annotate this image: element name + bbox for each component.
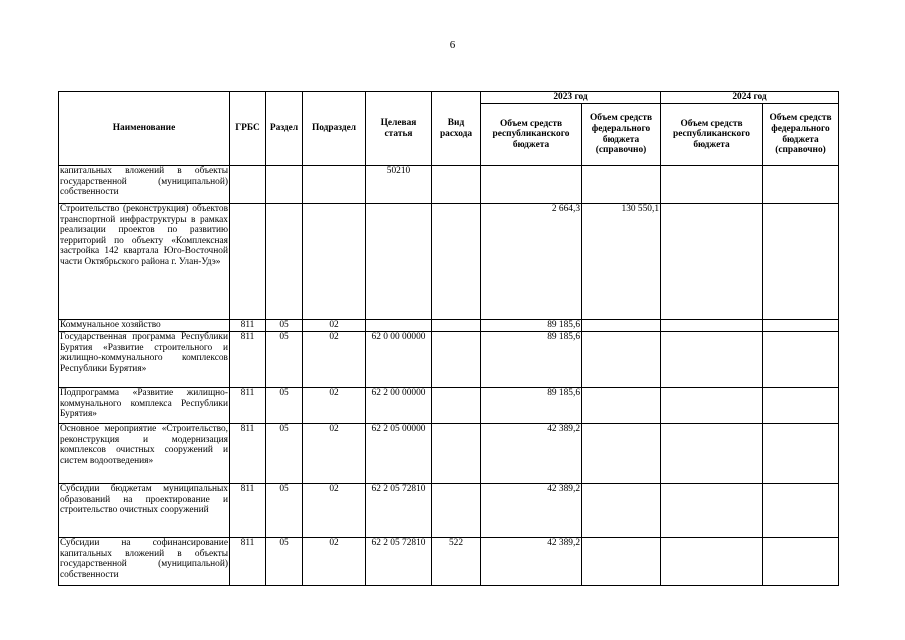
- cell-federal-2024: [763, 484, 839, 538]
- cell-federal-2023: [582, 424, 661, 484]
- cell-target: [366, 204, 432, 320]
- cell-regional-2023: 42 389,2: [481, 538, 582, 586]
- cell-regional-2024: [661, 332, 763, 388]
- cell-federal-2024: [763, 424, 839, 484]
- cell-federal-2023: 130 550,1: [582, 204, 661, 320]
- cell-regional-2024: [661, 538, 763, 586]
- cell-name: Подпрограмма «Развитие жилищно-коммунального комплекса Республики Бурятия»: [59, 388, 230, 424]
- cell-regional-2023: 42 389,2: [481, 484, 582, 538]
- cell-name: Государственная программа Республики Бурятия «Развитие строительного и жилищно-коммунального комплексов Республики Бурятия»: [59, 332, 230, 388]
- cell-grbs: [230, 166, 266, 204]
- cell-subsection: 02: [303, 424, 366, 484]
- cell-regional-2023: [481, 166, 582, 204]
- table-row: [59, 424, 839, 484]
- cell-section: 05: [266, 424, 303, 484]
- cell-regional-2023: 89 185,6: [481, 320, 582, 332]
- cell-expense-type: [432, 424, 481, 484]
- cell-section: [266, 166, 303, 204]
- cell-federal-2024: [763, 388, 839, 424]
- cell-section: 05: [266, 332, 303, 388]
- table-row: [59, 320, 839, 332]
- table-row: [59, 388, 839, 424]
- cell-subsection: [303, 204, 366, 320]
- cell-expense-type: [432, 204, 481, 320]
- cell-federal-2024: [763, 166, 839, 204]
- header-federal-2024: Объем средств федерального бюджета (справочно): [763, 104, 839, 166]
- cell-target: 62 0 00 00000: [366, 332, 432, 388]
- cell-expense-type: [432, 320, 481, 332]
- cell-expense-type: [432, 484, 481, 538]
- page-number: 6: [449, 39, 456, 51]
- table-row: [59, 332, 839, 388]
- cell-grbs: 811: [230, 424, 266, 484]
- cell-regional-2023: 2 664,3: [481, 204, 582, 320]
- table-row: [59, 538, 839, 586]
- cell-federal-2023: [582, 166, 661, 204]
- cell-subsection: 02: [303, 332, 366, 388]
- cell-grbs: [230, 204, 266, 320]
- cell-regional-2024: [661, 388, 763, 424]
- cell-subsection: 02: [303, 320, 366, 332]
- header-section: Раздел: [266, 92, 303, 166]
- cell-grbs: 811: [230, 320, 266, 332]
- cell-section: 05: [266, 484, 303, 538]
- cell-regional-2024: [661, 320, 763, 332]
- cell-grbs: 811: [230, 484, 266, 538]
- header-grbs: ГРБС: [230, 92, 266, 166]
- cell-federal-2024: [763, 320, 839, 332]
- table-body: [59, 166, 839, 586]
- table-row: [59, 166, 839, 204]
- cell-section: 05: [266, 388, 303, 424]
- header-year-2024: 2024 год: [661, 92, 839, 104]
- cell-grbs: 811: [230, 388, 266, 424]
- cell-subsection: [303, 166, 366, 204]
- cell-name: Коммунальное хозяйство: [59, 320, 230, 332]
- cell-subsection: 02: [303, 484, 366, 538]
- cell-regional-2024: [661, 204, 763, 320]
- cell-federal-2023: [582, 388, 661, 424]
- cell-expense-type: [432, 388, 481, 424]
- cell-regional-2024: [661, 484, 763, 538]
- cell-expense-type: [432, 332, 481, 388]
- cell-name: Субсидии на софинансирование капитальных вложений в объекты государственной (муниципальной) собственности: [59, 538, 230, 586]
- cell-grbs: 811: [230, 538, 266, 586]
- cell-regional-2023: 42 389,2: [481, 424, 582, 484]
- cell-federal-2023: [582, 320, 661, 332]
- cell-expense-type: 522: [432, 538, 481, 586]
- cell-subsection: 02: [303, 538, 366, 586]
- cell-section: 05: [266, 320, 303, 332]
- cell-grbs: 811: [230, 332, 266, 388]
- cell-federal-2023: [582, 538, 661, 586]
- cell-target: [366, 320, 432, 332]
- table-header: [59, 92, 839, 166]
- cell-target: 62 2 05 00000: [366, 424, 432, 484]
- cell-federal-2024: [763, 204, 839, 320]
- cell-federal-2023: [582, 484, 661, 538]
- header-regional-2024: Объем средств республиканского бюджета: [661, 104, 763, 166]
- header-year-2023: 2023 год: [481, 92, 661, 104]
- cell-regional-2023: 89 185,6: [481, 388, 582, 424]
- cell-regional-2024: [661, 166, 763, 204]
- cell-section: [266, 204, 303, 320]
- cell-name: Субсидии бюджетам муниципальных образований на проектирование и строительство очистных сооружений: [59, 484, 230, 538]
- cell-expense-type: [432, 166, 481, 204]
- table-row: [59, 484, 839, 538]
- cell-target: 50210: [366, 166, 432, 204]
- header-expense-type: Вид расхода: [432, 92, 481, 166]
- header-subsection: Подраздел: [303, 92, 366, 166]
- cell-name: капитальных вложений в объекты государственной (муниципальной) собственности: [59, 166, 230, 204]
- cell-federal-2023: [582, 332, 661, 388]
- header-federal-2023: Объем средств федерального бюджета (справочно): [582, 104, 661, 166]
- budget-table: [58, 91, 839, 586]
- header-name: Наименование: [59, 92, 230, 166]
- cell-target: 62 2 05 72810: [366, 484, 432, 538]
- cell-regional-2024: [661, 424, 763, 484]
- table-row: [59, 204, 839, 320]
- cell-section: 05: [266, 538, 303, 586]
- cell-name: Основное мероприятие «Строительство, реконструкция и модернизация комплексов очистных сооружений и систем водоотведения»: [59, 424, 230, 484]
- cell-federal-2024: [763, 332, 839, 388]
- cell-name: Строительство (реконструкция) объектов транспортной инфраструктуры в рамках реализации проектов по развитию территорий по объекту «Комплексная застройка 142 квартала Юго-Восточной части Октябрьского района г. Улан-Удэ»: [59, 204, 230, 320]
- header-target: Целевая статья: [366, 92, 432, 166]
- cell-target: 62 2 00 00000: [366, 388, 432, 424]
- cell-regional-2023: 89 185,6: [481, 332, 582, 388]
- header-regional-2023: Объем средств республиканского бюджета: [481, 104, 582, 166]
- cell-subsection: 02: [303, 388, 366, 424]
- cell-target: 62 2 05 72810: [366, 538, 432, 586]
- cell-federal-2024: [763, 538, 839, 586]
